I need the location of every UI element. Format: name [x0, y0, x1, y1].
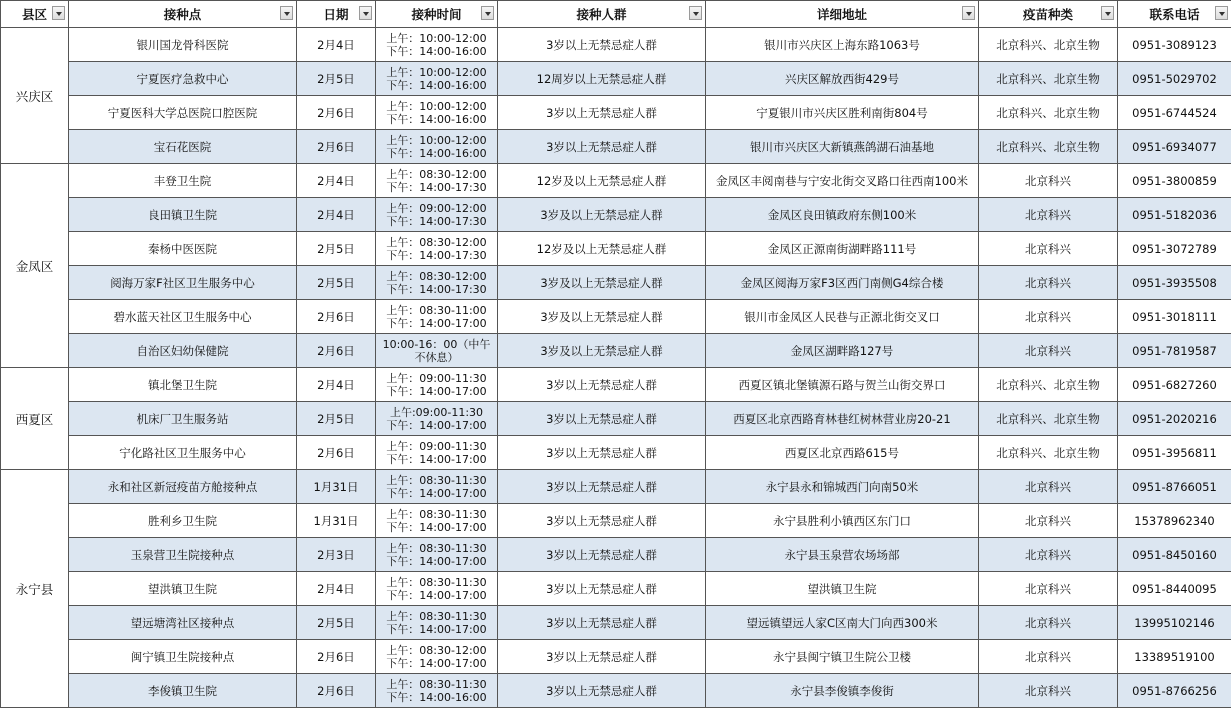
- header-district: [1, 1, 69, 28]
- header-label: 接种点: [163, 7, 202, 22]
- time-cell: [376, 606, 498, 640]
- site-cell: 银川国龙骨科医院: [69, 28, 297, 62]
- header-date: [297, 1, 376, 28]
- site-cell: 望远塘湾社区接种点: [69, 606, 297, 640]
- time-lines: [378, 372, 495, 398]
- date-cell: 2月4日: [297, 164, 376, 198]
- header-address: [706, 1, 979, 28]
- time-line: 下午：14:00-17:00: [386, 554, 487, 568]
- time-line: 上午：09:00-11:30: [386, 371, 487, 385]
- group-cell: 3岁以上无禁忌症人群: [498, 368, 706, 402]
- time-cell: [376, 572, 498, 606]
- time-line: 不休息）: [414, 350, 459, 364]
- address-cell: 望远镇望远人家C区南大门向西300米: [706, 606, 979, 640]
- time-cell: [376, 130, 498, 164]
- time-line: 上午：10:00-12:00: [386, 65, 487, 79]
- dropdown-arrow-icon[interactable]: [962, 6, 975, 20]
- vaccine-cell: 北京科兴、北京生物: [979, 368, 1118, 402]
- table-row: [1, 164, 1231, 198]
- phone-cell: 0951-3800859: [1118, 164, 1231, 198]
- time-line: 上午：08:30-11:30: [386, 575, 487, 589]
- dropdown-arrow-icon[interactable]: [481, 6, 494, 20]
- date-cell: 2月6日: [297, 640, 376, 674]
- phone-cell: 13995102146: [1118, 606, 1231, 640]
- date-cell: 2月5日: [297, 266, 376, 300]
- dropdown-arrow-icon[interactable]: [52, 6, 65, 20]
- group-cell: 3岁以上无禁忌症人群: [498, 572, 706, 606]
- site-cell: 丰登卫生院: [69, 164, 297, 198]
- table-row: [1, 266, 1231, 300]
- group-cell: 3岁及以上无禁忌症人群: [498, 266, 706, 300]
- table-row: [1, 62, 1231, 96]
- time-line: 下午：14:00-16:00: [386, 78, 487, 92]
- time-line: 上午：08:30-11:30: [386, 507, 487, 521]
- phone-cell: 0951-3935508: [1118, 266, 1231, 300]
- vaccine-cell: 北京科兴: [979, 538, 1118, 572]
- phone-cell: 13389519100: [1118, 640, 1231, 674]
- address-cell: 银川市兴庆区上海东路1063号: [706, 28, 979, 62]
- time-line: 下午：14:00-17:00: [386, 452, 487, 466]
- date-cell: 1月31日: [297, 470, 376, 504]
- vaccine-cell: 北京科兴: [979, 606, 1118, 640]
- group-cell: 3岁以上无禁忌症人群: [498, 470, 706, 504]
- group-cell: 12周岁以上无禁忌症人群: [498, 62, 706, 96]
- date-cell: 2月6日: [297, 96, 376, 130]
- phone-cell: 15378962340: [1118, 504, 1231, 538]
- site-cell: 永和社区新冠疫苗方舱接种点: [69, 470, 297, 504]
- date-cell: 2月4日: [297, 198, 376, 232]
- table-row: [1, 368, 1231, 402]
- table-row: [1, 504, 1231, 538]
- time-lines: [378, 66, 495, 92]
- time-line: 上午：08:30-11:30: [386, 677, 487, 691]
- table-row: [1, 402, 1231, 436]
- time-line: 下午：14:00-17:00: [386, 656, 487, 670]
- site-cell: 闽宁镇卫生院接种点: [69, 640, 297, 674]
- table-row: [1, 334, 1231, 368]
- time-line: 下午：14:00-16:00: [386, 146, 487, 160]
- table-row: [1, 538, 1231, 572]
- time-lines: [378, 202, 495, 228]
- date-cell: 2月6日: [297, 300, 376, 334]
- address-cell: 金凤区正源南街湖畔路111号: [706, 232, 979, 266]
- vaccine-cell: 北京科兴: [979, 232, 1118, 266]
- time-line: 上午：10:00-12:00: [386, 99, 487, 113]
- phone-cell: 0951-5182036: [1118, 198, 1231, 232]
- time-lines: [378, 474, 495, 500]
- time-line: 上午：09:00-12:00: [386, 201, 487, 215]
- time-lines: [378, 270, 495, 296]
- time-line: 上午：08:30-11:30: [386, 609, 487, 623]
- date-cell: 1月31日: [297, 504, 376, 538]
- group-cell: 3岁以上无禁忌症人群: [498, 28, 706, 62]
- address-cell: 西夏区北京西路育林巷红树林营业房20-21: [706, 402, 979, 436]
- date-cell: 2月6日: [297, 436, 376, 470]
- vaccine-cell: 北京科兴: [979, 334, 1118, 368]
- date-cell: 2月4日: [297, 368, 376, 402]
- phone-cell: 0951-3072789: [1118, 232, 1231, 266]
- site-cell: 碧水蓝天社区卫生服务中心: [69, 300, 297, 334]
- phone-cell: 0951-5029702: [1118, 62, 1231, 96]
- header-label: 县区: [21, 7, 47, 22]
- site-cell: 宁夏医疗急救中心: [69, 62, 297, 96]
- address-cell: 永宁县闽宁镇卫生院公卫楼: [706, 640, 979, 674]
- time-cell: [376, 62, 498, 96]
- group-cell: 3岁及以上无禁忌症人群: [498, 300, 706, 334]
- time-lines: [378, 678, 495, 704]
- table-row: [1, 674, 1231, 708]
- time-line: 下午：14:00-17:30: [386, 180, 487, 194]
- address-cell: 永宁县胜利小镇西区东门口: [706, 504, 979, 538]
- time-line: 下午：14:00-17:00: [386, 418, 487, 432]
- time-lines: [378, 576, 495, 602]
- phone-cell: 0951-6934077: [1118, 130, 1231, 164]
- vaccine-cell: 北京科兴: [979, 674, 1118, 708]
- group-cell: 3岁以上无禁忌症人群: [498, 538, 706, 572]
- header-label: 日期: [323, 7, 349, 22]
- time-cell: [376, 504, 498, 538]
- vaccine-cell: 北京科兴: [979, 164, 1118, 198]
- vaccine-cell: 北京科兴、北京生物: [979, 402, 1118, 436]
- district-cell: 西夏区: [1, 368, 69, 470]
- address-cell: 金凤区良田镇政府东侧100米: [706, 198, 979, 232]
- site-cell: 宁夏医科大学总医院口腔医院: [69, 96, 297, 130]
- group-cell: 3岁及以上无禁忌症人群: [498, 198, 706, 232]
- time-line: 10:00-16：00（中午: [382, 337, 491, 351]
- header-label: 接种时间: [411, 7, 462, 22]
- header-label: 联系电话: [1149, 7, 1200, 22]
- header-phone: [1118, 1, 1231, 28]
- address-cell: 永宁县玉泉营农场场部: [706, 538, 979, 572]
- vaccine-cell: 北京科兴: [979, 300, 1118, 334]
- time-lines: [378, 338, 495, 364]
- site-cell: 望洪镇卫生院: [69, 572, 297, 606]
- time-line: 下午：14:00-17:00: [386, 622, 487, 636]
- time-line: 上午：08:30-12:00: [386, 235, 487, 249]
- vaccine-cell: 北京科兴: [979, 504, 1118, 538]
- time-line: 下午：14:00-16:00: [386, 690, 487, 704]
- address-cell: 宁夏银川市兴庆区胜利南街804号: [706, 96, 979, 130]
- time-cell: [376, 436, 498, 470]
- table-row: [1, 572, 1231, 606]
- time-line: 上午:09:00-11:30: [389, 405, 484, 419]
- time-lines: [378, 508, 495, 534]
- table-row: [1, 606, 1231, 640]
- address-cell: 西夏区北京西路615号: [706, 436, 979, 470]
- site-cell: 李俊镇卫生院: [69, 674, 297, 708]
- district-cell: 金凤区: [1, 164, 69, 368]
- group-cell: 3岁以上无禁忌症人群: [498, 96, 706, 130]
- time-lines: [378, 32, 495, 58]
- table-row: [1, 232, 1231, 266]
- vaccine-cell: 北京科兴: [979, 640, 1118, 674]
- group-cell: 3岁以上无禁忌症人群: [498, 436, 706, 470]
- dropdown-arrow-icon[interactable]: [1101, 6, 1114, 20]
- time-cell: [376, 402, 498, 436]
- site-cell: 阅海万家F社区卫生服务中心: [69, 266, 297, 300]
- time-lines: [378, 440, 495, 466]
- group-cell: 12岁及以上无禁忌症人群: [498, 164, 706, 198]
- group-cell: 3岁以上无禁忌症人群: [498, 606, 706, 640]
- header-site: [69, 1, 297, 28]
- time-cell: [376, 198, 498, 232]
- time-line: 上午：08:30-12:00: [386, 643, 487, 657]
- time-lines: [378, 134, 495, 160]
- header-vaccine: [979, 1, 1118, 28]
- phone-cell: 0951-3018111: [1118, 300, 1231, 334]
- group-cell: 3岁以上无禁忌症人群: [498, 640, 706, 674]
- phone-cell: 0951-6744524: [1118, 96, 1231, 130]
- table-row: [1, 28, 1231, 62]
- time-cell: [376, 232, 498, 266]
- address-cell: 永宁县永和锦城西门向南50米: [706, 470, 979, 504]
- date-cell: 2月5日: [297, 606, 376, 640]
- time-cell: [376, 164, 498, 198]
- time-line: 下午：14:00-17:00: [386, 486, 487, 500]
- phone-cell: 0951-8766256: [1118, 674, 1231, 708]
- vaccine-cell: 北京科兴、北京生物: [979, 130, 1118, 164]
- time-line: 上午：08:30-11:30: [386, 473, 487, 487]
- site-cell: 镇北堡卫生院: [69, 368, 297, 402]
- time-line: 下午：14:00-17:30: [386, 282, 487, 296]
- phone-cell: 0951-8440095: [1118, 572, 1231, 606]
- time-line: 上午：08:30-11:00: [386, 303, 487, 317]
- vaccine-cell: 北京科兴: [979, 198, 1118, 232]
- address-cell: 金凤区丰阅南巷与宁安北街交叉路口往西南100米: [706, 164, 979, 198]
- group-cell: 3岁以上无禁忌症人群: [498, 402, 706, 436]
- time-line: 上午：10:00-12:00: [386, 31, 487, 45]
- site-cell: 玉泉营卫生院接种点: [69, 538, 297, 572]
- phone-cell: 0951-3956811: [1118, 436, 1231, 470]
- time-lines: [378, 644, 495, 670]
- vaccine-cell: 北京科兴、北京生物: [979, 96, 1118, 130]
- time-cell: [376, 538, 498, 572]
- time-lines: [378, 610, 495, 636]
- date-cell: 2月5日: [297, 402, 376, 436]
- date-cell: 2月4日: [297, 28, 376, 62]
- phone-cell: 0951-2020216: [1118, 402, 1231, 436]
- time-line: 下午：14:00-17:30: [386, 214, 487, 228]
- date-cell: 2月6日: [297, 334, 376, 368]
- table-body: [1, 28, 1231, 708]
- district-cell: 永宁县: [1, 470, 69, 708]
- address-cell: 金凤区湖畔路127号: [706, 334, 979, 368]
- header-label: 疫苗种类: [1022, 7, 1073, 22]
- site-cell: 宁化路社区卫生服务中心: [69, 436, 297, 470]
- address-cell: 银川市兴庆区大新镇燕鸽湖石油基地: [706, 130, 979, 164]
- phone-cell: 0951-8766051: [1118, 470, 1231, 504]
- header-label: 接种人群: [576, 7, 627, 22]
- date-cell: 2月6日: [297, 674, 376, 708]
- time-lines: [378, 542, 495, 568]
- time-line: 上午：09:00-11:30: [386, 439, 487, 453]
- address-cell: 银川市金凤区人民巷与正源北街交叉口: [706, 300, 979, 334]
- time-cell: [376, 300, 498, 334]
- group-cell: 3岁以上无禁忌症人群: [498, 130, 706, 164]
- site-cell: 胜利乡卫生院: [69, 504, 297, 538]
- time-line: 上午：10:00-12:00: [386, 133, 487, 147]
- header-time: [376, 1, 498, 28]
- date-cell: 2月5日: [297, 232, 376, 266]
- time-line: 上午：08:30-12:00: [386, 269, 487, 283]
- group-cell: 12岁及以上无禁忌症人群: [498, 232, 706, 266]
- table-row: [1, 300, 1231, 334]
- table-row: [1, 640, 1231, 674]
- time-cell: [376, 368, 498, 402]
- phone-cell: 0951-8450160: [1118, 538, 1231, 572]
- time-line: 下午：14:00-17:00: [386, 520, 487, 534]
- group-cell: 3岁及以上无禁忌症人群: [498, 334, 706, 368]
- dropdown-arrow-icon[interactable]: [1215, 6, 1228, 20]
- time-line: 下午：14:00-17:00: [386, 384, 487, 398]
- phone-cell: 0951-3089123: [1118, 28, 1231, 62]
- dropdown-arrow-icon[interactable]: [689, 6, 702, 20]
- table-row: [1, 470, 1231, 504]
- site-cell: 自治区妇幼保健院: [69, 334, 297, 368]
- address-cell: 永宁县李俊镇李俊街: [706, 674, 979, 708]
- time-lines: [378, 100, 495, 126]
- time-cell: [376, 674, 498, 708]
- header-row: [1, 1, 1231, 28]
- time-cell: [376, 640, 498, 674]
- vaccine-cell: 北京科兴、北京生物: [979, 436, 1118, 470]
- table-row: [1, 436, 1231, 470]
- vaccine-cell: 北京科兴: [979, 572, 1118, 606]
- time-line: 下午：14:00-17:00: [386, 316, 487, 330]
- time-line: 下午：14:00-16:00: [386, 44, 487, 58]
- site-cell: 良田镇卫生院: [69, 198, 297, 232]
- vaccine-cell: 北京科兴、北京生物: [979, 62, 1118, 96]
- time-lines: [378, 406, 495, 432]
- address-cell: 金凤区阅海万家F3区西门南侧G4综合楼: [706, 266, 979, 300]
- time-cell: [376, 470, 498, 504]
- table-row: [1, 96, 1231, 130]
- vaccine-cell: 北京科兴、北京生物: [979, 28, 1118, 62]
- table-row: [1, 198, 1231, 232]
- address-cell: 西夏区镇北堡镇源石路与贺兰山街交界口: [706, 368, 979, 402]
- header-group: [498, 1, 706, 28]
- phone-cell: 0951-7819587: [1118, 334, 1231, 368]
- time-cell: [376, 334, 498, 368]
- site-cell: 机床厂卫生服务站: [69, 402, 297, 436]
- time-cell: [376, 28, 498, 62]
- group-cell: 3岁以上无禁忌症人群: [498, 674, 706, 708]
- date-cell: 2月3日: [297, 538, 376, 572]
- site-cell: 秦杨中医医院: [69, 232, 297, 266]
- time-line: 上午：08:30-12:00: [386, 167, 487, 181]
- time-lines: [378, 168, 495, 194]
- vaccine-cell: 北京科兴: [979, 266, 1118, 300]
- time-line: 下午：14:00-16:00: [386, 112, 487, 126]
- date-cell: 2月6日: [297, 130, 376, 164]
- vaccine-cell: 北京科兴: [979, 470, 1118, 504]
- time-lines: [378, 304, 495, 330]
- dropdown-arrow-icon[interactable]: [359, 6, 372, 20]
- address-cell: 兴庆区解放西街429号: [706, 62, 979, 96]
- date-cell: 2月5日: [297, 62, 376, 96]
- site-cell: 宝石花医院: [69, 130, 297, 164]
- address-cell: 望洪镇卫生院: [706, 572, 979, 606]
- header-label: 详细地址: [816, 7, 867, 22]
- time-line: 下午：14:00-17:00: [386, 588, 487, 602]
- group-cell: 3岁以上无禁忌症人群: [498, 504, 706, 538]
- time-lines: [378, 236, 495, 262]
- phone-cell: 0951-6827260: [1118, 368, 1231, 402]
- dropdown-arrow-icon[interactable]: [280, 6, 293, 20]
- date-cell: 2月4日: [297, 572, 376, 606]
- time-line: 上午：08:30-11:30: [386, 541, 487, 555]
- time-line: 下午：14:00-17:30: [386, 248, 487, 262]
- table-row: [1, 130, 1231, 164]
- time-cell: [376, 266, 498, 300]
- time-cell: [376, 96, 498, 130]
- district-cell: 兴庆区: [1, 28, 69, 164]
